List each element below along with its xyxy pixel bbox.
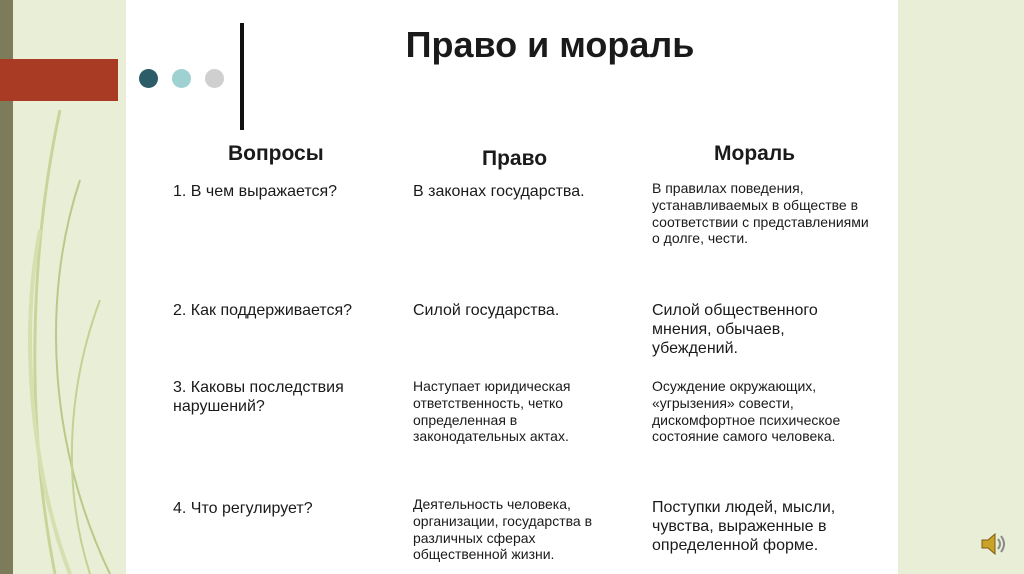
row2-question: 2. Как поддерживается? bbox=[173, 302, 353, 319]
row2-law: Силой государства. bbox=[413, 302, 560, 319]
dot-dark bbox=[139, 69, 158, 88]
speaker-icon[interactable] bbox=[980, 531, 1008, 557]
dot-light bbox=[172, 69, 191, 88]
header-morality: Мораль bbox=[714, 142, 796, 165]
header-law: Право bbox=[482, 147, 548, 170]
slide-title: Право и мораль bbox=[405, 24, 695, 65]
decorative-dots bbox=[139, 69, 224, 88]
row3-law: Наступает юридическая ответственность, четко определенная в законодательных актах. bbox=[413, 378, 571, 445]
row3-question: 3. Каковы последствия нарушений? bbox=[173, 379, 344, 416]
row4-question: 4. Что регулирует? bbox=[173, 500, 313, 517]
red-accent-tab bbox=[0, 59, 118, 101]
row4-law: Деятельность человека, организации, государства в различных сферах общественной жизни. bbox=[413, 496, 593, 563]
right-frame bbox=[898, 0, 1024, 574]
row1-morality: В правилах поведения, устанавливаемых в обществе в соответствии с представлениями о долге, чести. bbox=[652, 180, 869, 247]
row3-morality: Осуждение окружающих, «угрызения» совести, дискомфортное психическое состояние самого человека. bbox=[652, 378, 841, 445]
row4-morality: Поступки людей, мысли, чувства, выраженные в определенной форме. bbox=[652, 499, 836, 555]
header-questions: Вопросы bbox=[228, 142, 324, 165]
title-divider bbox=[240, 23, 244, 130]
row2-morality: Силой общественного мнения, обычаев, убеждений. bbox=[652, 302, 818, 358]
dot-gray bbox=[205, 69, 224, 88]
row1-question: 1. В чем выражается? bbox=[173, 183, 338, 200]
row1-law: В законах государства. bbox=[413, 183, 585, 200]
